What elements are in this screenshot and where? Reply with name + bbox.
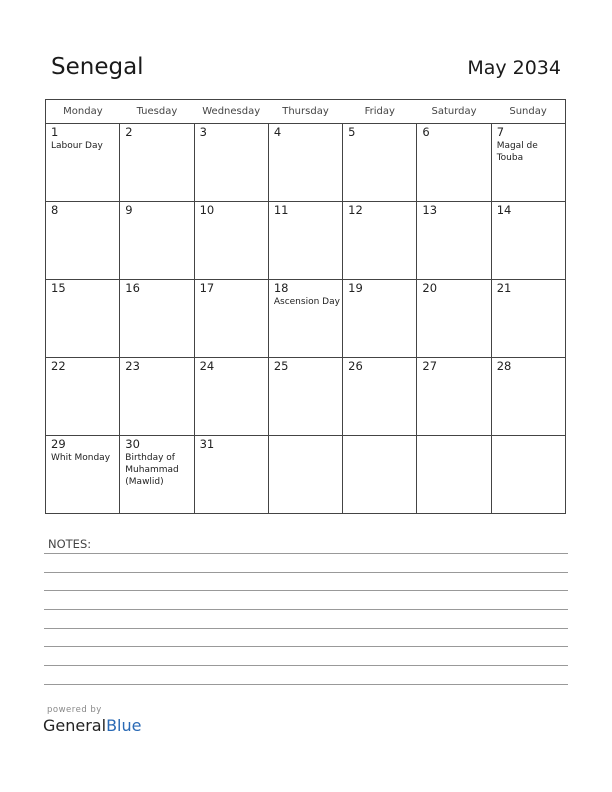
day-number: 7	[496, 125, 505, 139]
day-number: 28	[496, 359, 512, 373]
day-cell[interactable]	[268, 436, 342, 514]
week-row	[46, 436, 566, 514]
day-number: 9	[125, 203, 133, 217]
day-cell[interactable]	[46, 436, 120, 514]
calendar-grid	[45, 99, 566, 514]
day-number: 22	[51, 359, 66, 373]
day-number: 27	[422, 359, 438, 373]
day-number: 16	[125, 281, 140, 295]
day-cell[interactable]	[46, 280, 120, 358]
day-cell[interactable]	[417, 358, 491, 436]
day-cell[interactable]	[194, 436, 268, 514]
day-cell[interactable]	[343, 436, 417, 514]
day-cell[interactable]	[46, 124, 120, 202]
logo-text-general: General	[43, 716, 107, 735]
notes-line	[44, 609, 568, 610]
day-number: 4	[273, 125, 282, 139]
notes-line	[44, 572, 568, 573]
day-number: 24	[199, 359, 215, 373]
weekday-header: Sunday	[491, 100, 565, 124]
holiday-label: Ascension Day	[273, 297, 340, 307]
day-cell[interactable]	[491, 124, 565, 202]
day-number: 11	[273, 203, 289, 217]
day-number: 5	[348, 125, 356, 139]
week-row	[46, 202, 566, 280]
notes-label: NOTES:	[48, 537, 92, 551]
logo-text-blue: Blue	[106, 716, 142, 735]
day-cell[interactable]	[194, 124, 268, 202]
day-cell[interactable]	[46, 358, 120, 436]
powered-by-label: powered by	[47, 705, 102, 715]
day-cell[interactable]	[417, 280, 491, 358]
week-row	[46, 358, 566, 436]
notes-line	[44, 646, 568, 647]
day-cell[interactable]	[46, 202, 120, 280]
day-number: 21	[496, 281, 512, 295]
generalblue-logo[interactable]	[43, 716, 141, 735]
day-cell[interactable]	[417, 202, 491, 280]
day-cell[interactable]	[120, 124, 194, 202]
day-cell[interactable]	[491, 202, 565, 280]
day-cell[interactable]	[120, 436, 194, 514]
day-cell[interactable]	[268, 202, 342, 280]
day-cell[interactable]	[417, 124, 491, 202]
day-cell[interactable]	[268, 124, 342, 202]
day-cell[interactable]	[120, 358, 194, 436]
weekday-header: Monday	[46, 100, 120, 124]
weekday-header-row	[46, 100, 566, 124]
notes-line	[44, 590, 568, 591]
day-cell[interactable]	[120, 280, 194, 358]
day-cell[interactable]	[343, 124, 417, 202]
holiday-label: Magal de Touba	[496, 141, 538, 163]
notes-line	[44, 553, 568, 554]
day-cell[interactable]	[343, 358, 417, 436]
day-number: 14	[496, 203, 512, 217]
day-cell[interactable]	[491, 358, 565, 436]
day-number: 23	[125, 359, 140, 373]
holiday-label: Birthday of Muhammad (Mawlid)	[125, 453, 179, 487]
day-number: 20	[422, 281, 438, 295]
day-number: 10	[199, 203, 215, 217]
day-cell[interactable]	[417, 436, 491, 514]
day-number: 31	[199, 437, 215, 451]
day-number: 8	[51, 203, 59, 217]
day-number: 30	[125, 437, 140, 451]
holiday-label: Labour Day	[51, 141, 103, 151]
day-cell[interactable]	[194, 202, 268, 280]
weekday-header: Thursday	[268, 100, 342, 124]
notes-line	[44, 628, 568, 629]
day-number: 26	[348, 359, 363, 373]
day-number: 25	[273, 359, 289, 373]
day-number: 6	[422, 125, 430, 139]
country-title: Senegal	[51, 54, 144, 80]
notes-line	[44, 684, 568, 685]
day-number: 18	[273, 281, 289, 295]
day-cell[interactable]	[120, 202, 194, 280]
weekday-header: Wednesday	[194, 100, 268, 124]
day-cell[interactable]	[194, 280, 268, 358]
weekday-header: Friday	[343, 100, 417, 124]
week-row	[46, 280, 566, 358]
week-row	[46, 124, 566, 202]
notes-line	[44, 665, 568, 666]
day-number: 12	[348, 203, 363, 217]
day-cell[interactable]	[268, 358, 342, 436]
day-cell[interactable]	[491, 436, 565, 514]
day-number: 1	[51, 125, 59, 139]
month-year-title: May 2034	[467, 57, 561, 79]
day-number: 19	[348, 281, 363, 295]
weekday-header: Saturday	[417, 100, 491, 124]
day-number: 15	[51, 281, 66, 295]
weekday-header: Tuesday	[120, 100, 194, 124]
day-number: 3	[199, 125, 207, 139]
day-number: 13	[422, 203, 438, 217]
day-cell[interactable]	[491, 280, 565, 358]
day-cell[interactable]	[268, 280, 342, 358]
day-number: 17	[199, 281, 215, 295]
day-number: 29	[51, 437, 66, 451]
holiday-label: Whit Monday	[51, 453, 111, 463]
day-number: 2	[125, 125, 133, 139]
day-cell[interactable]	[343, 280, 417, 358]
day-cell[interactable]	[343, 202, 417, 280]
day-cell[interactable]	[194, 358, 268, 436]
